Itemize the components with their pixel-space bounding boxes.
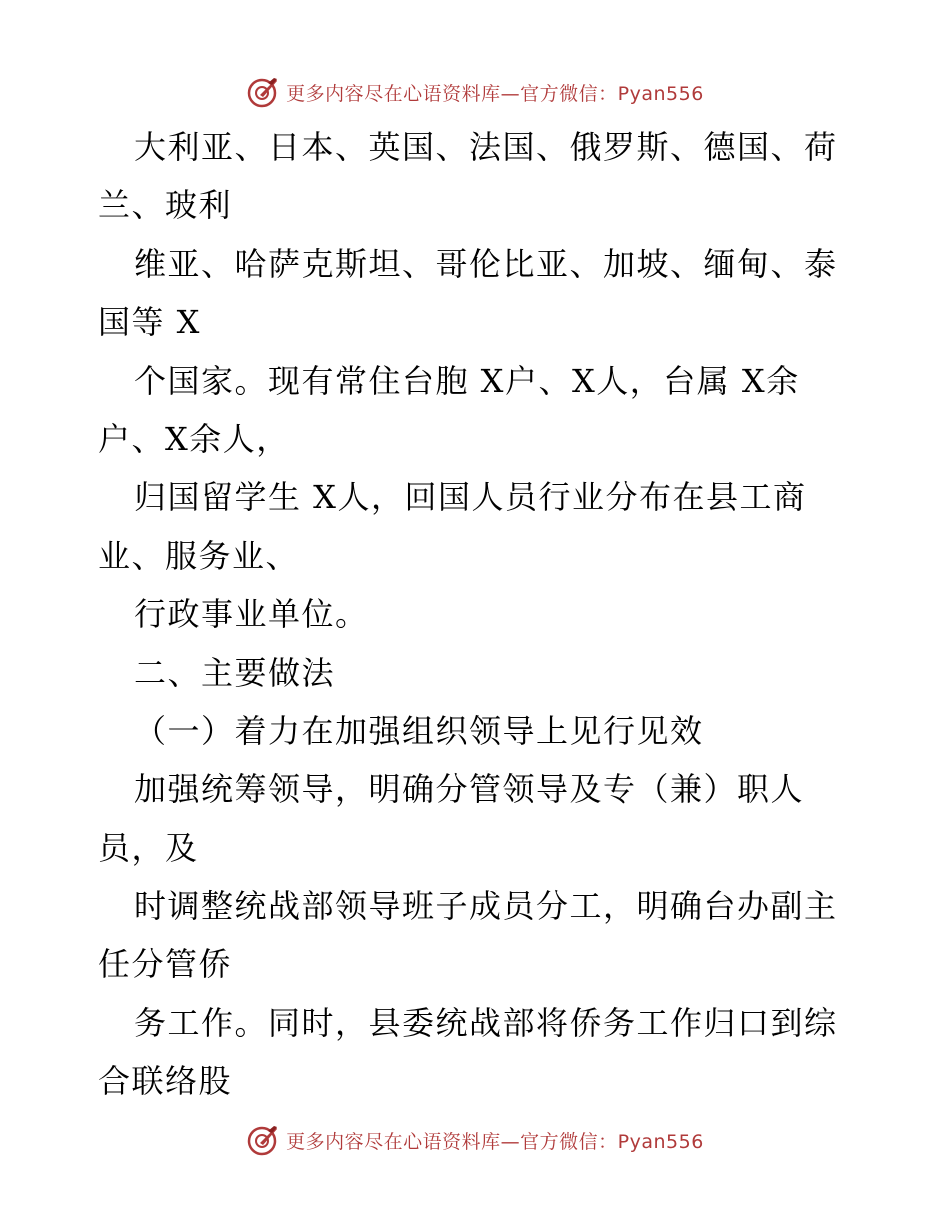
footer-watermark [0,1120,950,1160]
body-line: 任分管侨 [98,945,233,984]
body-line: 合联络股 [98,1062,233,1101]
body-line: 个国家。现有常住台胞 X户、X人，台属 X余 [134,361,800,400]
body-line: 时调整统战部领导班子成员分工，明确台办副主 [134,887,838,926]
body-line: 务工作。同时，县委统战部将侨务工作归口到综 [134,1003,838,1042]
body-line: 兰、玻利 [98,186,233,225]
section-heading: 二、主要做法 [134,653,336,692]
body-line: 国等 X [98,303,201,342]
body-line: 户、X余人， [98,419,290,458]
body-line: 加强统筹领导，明确分管领导及专（兼）职人 [134,770,805,809]
quill-logo-icon [246,75,280,109]
quill-logo-icon [246,1123,280,1157]
body-line: 归国留学生 X人，回国人员行业分布在县工商 [134,478,807,517]
header-watermark [0,72,950,112]
body-line: 员，及 [98,828,199,867]
watermark-text: 更多内容尽在心语资料库—官方微信：Pyan556 [286,82,704,105]
document-body [98,118,858,1111]
subsection-heading: （一）着力在加强组织领导上见行见效 [134,711,704,750]
body-line: 业、服务业、 [98,536,300,575]
watermark-text: 更多内容尽在心语资料库—官方微信：Pyan556 [286,1130,704,1153]
body-line: 大利亚、日本、英国、法国、俄罗斯、德国、荷 [134,128,838,166]
body-line: 行政事业单位。 [134,595,369,634]
body-line: 维亚、哈萨克斯坦、哥伦比亚、加坡、缅甸、泰 [134,244,838,283]
